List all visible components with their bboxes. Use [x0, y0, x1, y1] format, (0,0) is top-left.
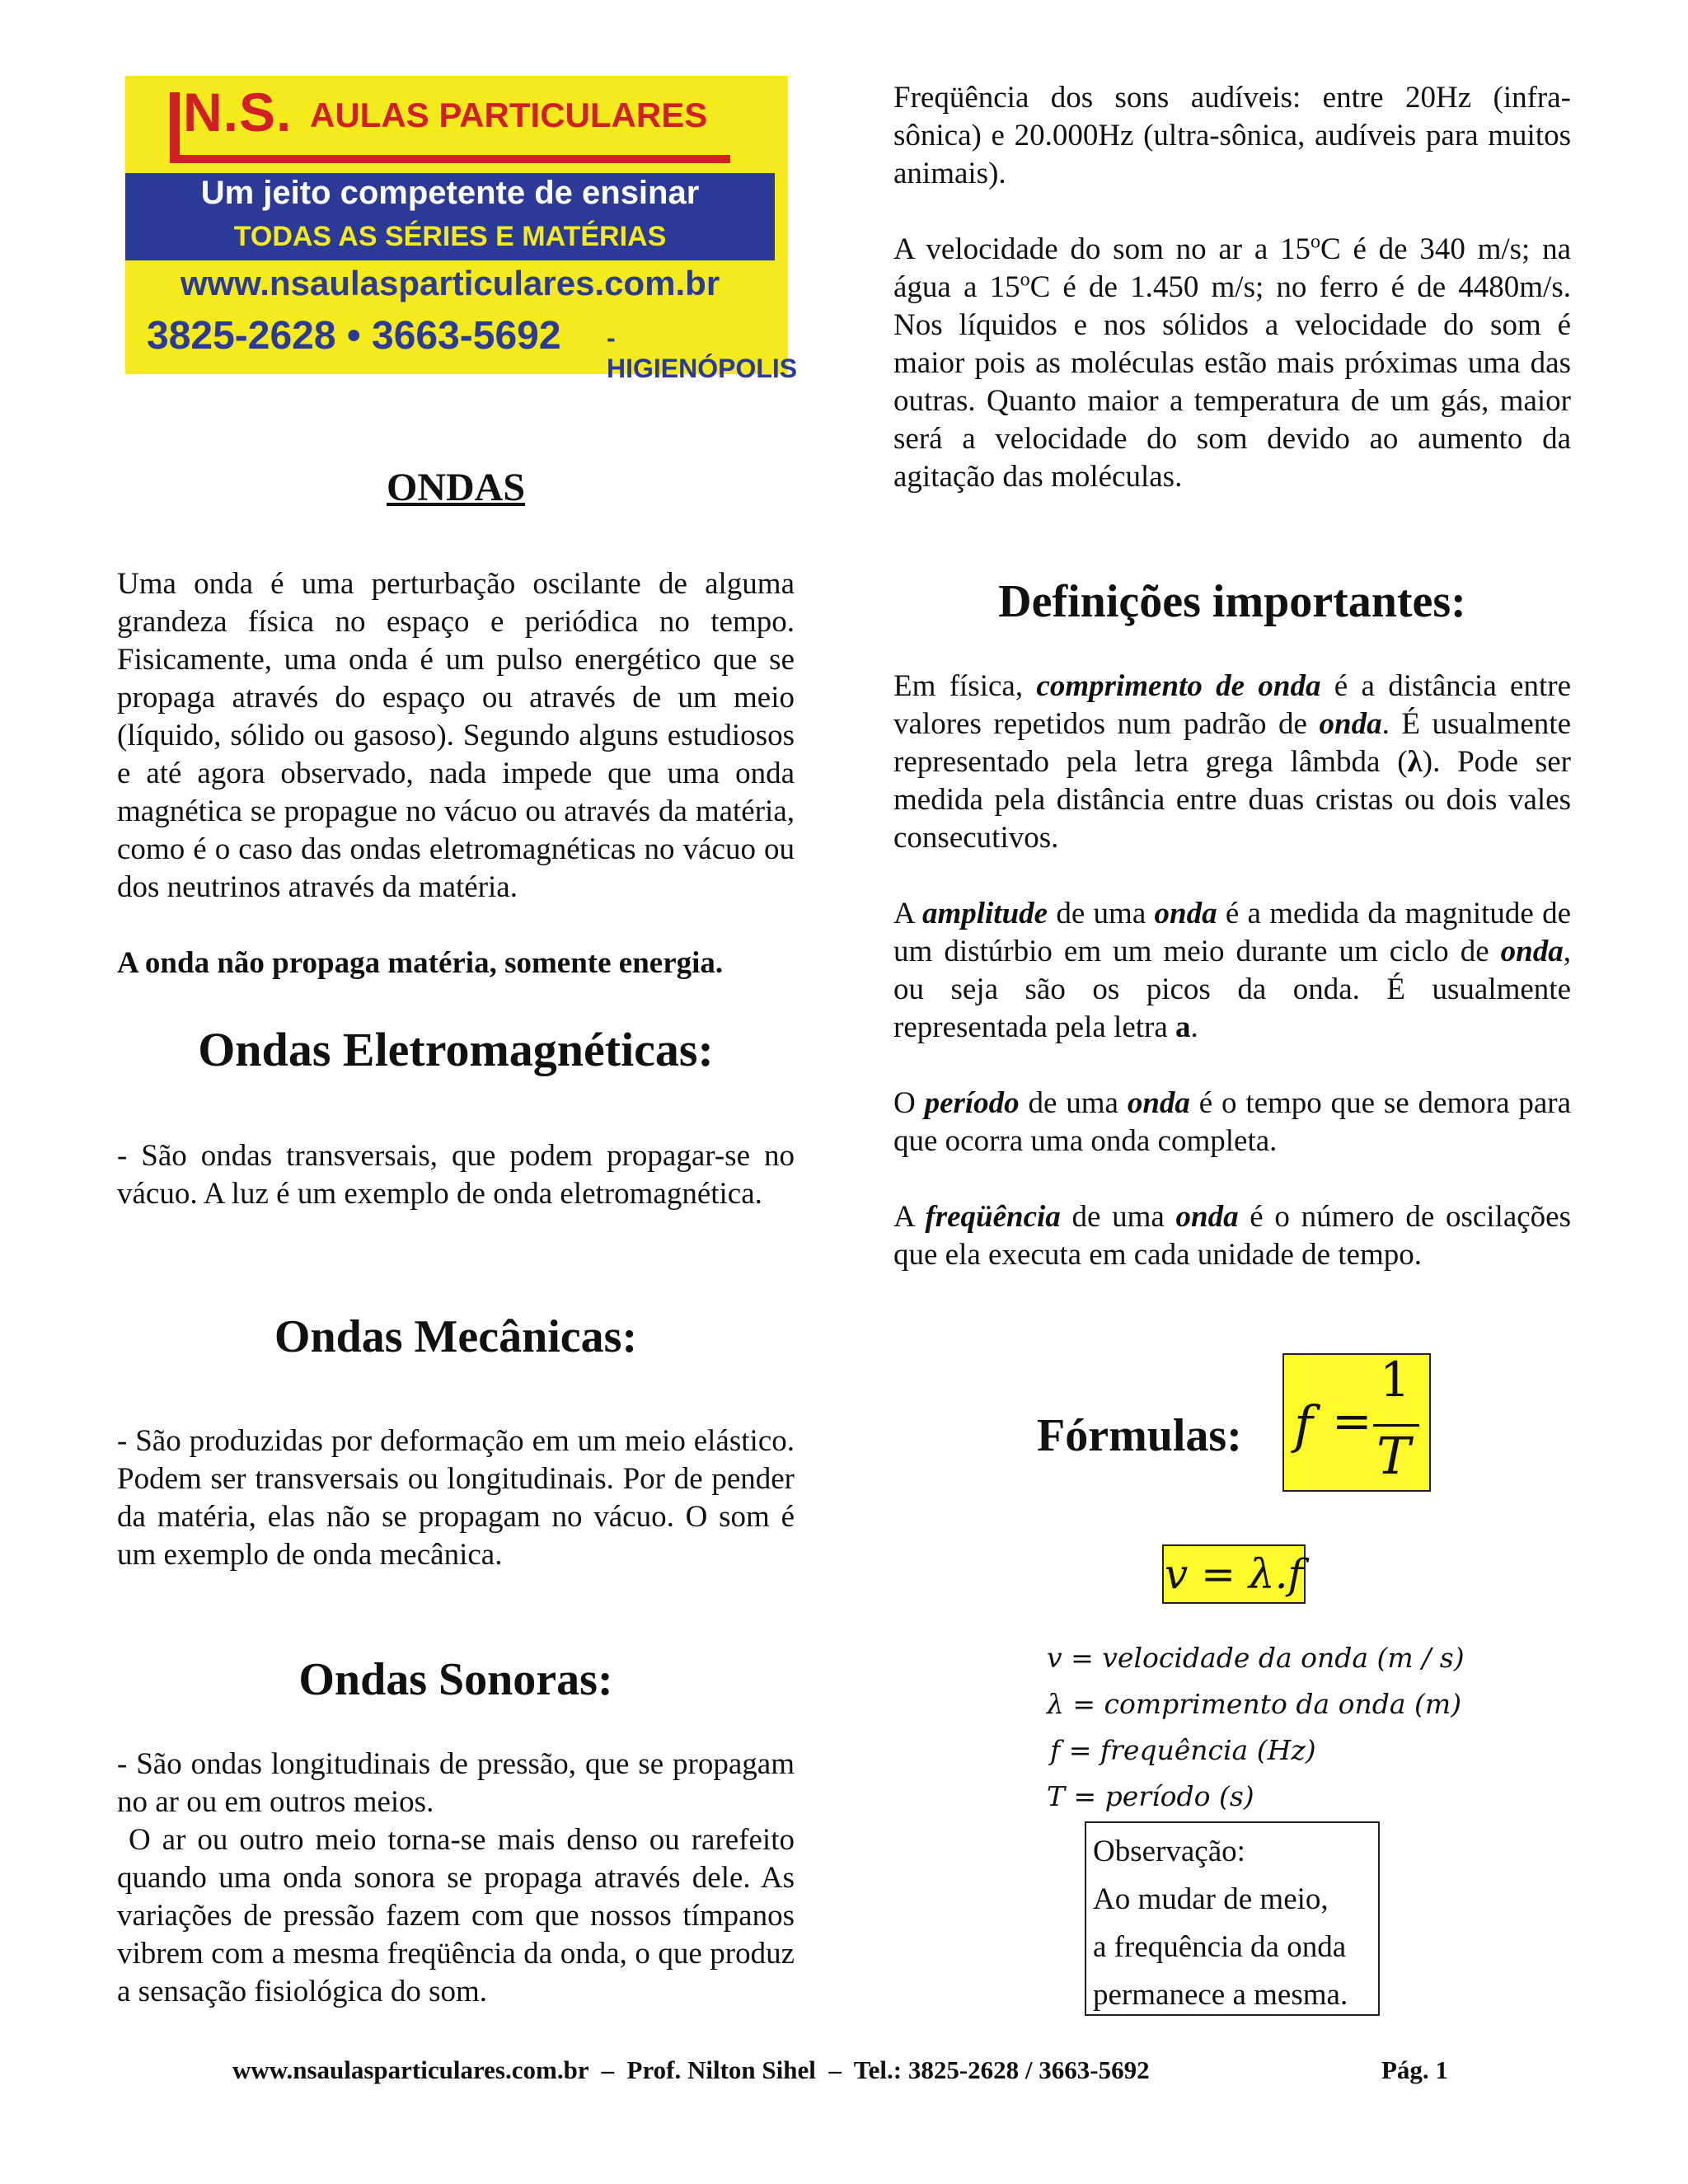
page-number: Pág. 1 [1381, 2055, 1448, 2084]
legend-period: T = período (s) [1047, 1780, 1254, 1812]
logo-phones: 3825-2628 • 3663-5692 [147, 314, 561, 358]
formulas-heading: Fórmulas: [1037, 1410, 1242, 1461]
sonoras-text-1: - São ondas longitudinais de pressão, que se propagam no ar ou em outros meios. [117, 1747, 795, 1819]
def-comprimento-onda: Em física, comprimento de onda é a distância entre valores repetidos num padrão de onda. É usualmente representado pela letra grega lâmbda (λ). Pode ser medida pela distância entre duas cristas ou dois vales consecutivos. [893, 669, 1571, 855]
sonoras-heading: Ondas Sonoras: [298, 1654, 613, 1705]
logo-location: - HIGIENÓPOLIS [607, 323, 798, 383]
footer-contact: www.nsaulasparticulares.com.br – Prof. Nilton Sihel – Tel.: 3825-2628 / 3663-5692 [232, 2055, 1150, 2084]
def-frequencia: A freqüência de uma onda é o número de oscilações que ela executa em cada unidade de tempo. [893, 1200, 1571, 1272]
sonoras-text-2: O ar ou outro meio torna-se mais denso ou rarefeito quando uma onda sonora se propaga através dele. As variações de pressão fazem com que nossos tímpanos vibrem com a mesma freqüência da onda, o que produz a sensação fisiológica do som. [117, 1823, 803, 2008]
frequencia-sons-text: Freqüência dos sons audíveis: entre 20Hz (infra-sônica) e 20.000Hz (ultra-sônica, audíveis para muitos animais). [893, 81, 1571, 190]
legend-frequency: f = frequência (Hz) [1050, 1734, 1316, 1766]
formula-equals: = [1332, 1393, 1372, 1449]
observation-box [1085, 1821, 1380, 2016]
logo-red-bar [170, 92, 180, 163]
intro-bold-statement: A onda não propaga matéria, somente energia. [117, 946, 724, 980]
eletro-heading: Ondas Eletromagnéticas: [198, 1023, 714, 1076]
velocidade-som-text: A velocidade do som no ar a 15$^o$C é de 340 m/s; na água a 15$^o$C é de 1.450 m/s; no ferro é de 4480m/s. Nos líquidos e nos sólidos a velocidade do som é maior pois as moléculas estão mais próximas uma das outras. Quanto maior a temperatura de um gás, maior será a velocidade do som devido ao aumento da agitação das moléculas. [893, 231, 1571, 494]
mecanicas-heading: Ondas Mecânicas: [274, 1311, 638, 1362]
logo-title: AULAS PARTICULARES [310, 96, 708, 134]
mecanicas-text: - São produzidas por deformação em um meio elástico. Podem ser transversais ou longitudinais. Por de pender da matéria, elas não se propagam no vácuo. O som é um exemplo de onda mecânica. [117, 1424, 795, 1572]
formula-numerator: 1 [1380, 1352, 1410, 1408]
intro-paragraph: Uma onda é uma perturbação oscilante de alguma grandeza física no espaço e periódica no tempo. Fisicamente, uma onda é um pulso energético que se propaga através do espaço ou através de um meio (líquido, sólido ou gasoso). Segundo alguns estudiosos e até agora observado, nada impede que uma onda magnética se propague no vácuo ou através da matéria, como é o caso das ondas eletromagnéticas no vácuo ou dos neutrinos através da matéria. [117, 567, 795, 904]
logo-bottom-band [125, 260, 798, 383]
logo-website: www.nsaulasparticulares.com.br [180, 264, 720, 302]
formula-f: f [1294, 1394, 1313, 1455]
definicoes-heading: Definições importantes: [998, 576, 1466, 627]
formula-velocity-box: v = λ.f [1162, 1544, 1306, 1604]
def-periodo: O período de uma onda é o tempo que se demora para que ocorra uma onda completa. [893, 1086, 1571, 1158]
obs-line-2: a frequência da onda [1093, 1930, 1347, 1964]
legend-wavelength: λ = comprimento da onda (m) [1047, 1688, 1462, 1720]
logo-tagline: Um jeito competente de ensinar [200, 175, 700, 211]
obs-title: Observação: [1093, 1835, 1245, 1868]
page-title: ONDAS [386, 466, 526, 509]
logo-ns: N.S. [183, 82, 293, 143]
formula-legend [1047, 1635, 1508, 1820]
formula-denominator: T [1376, 1426, 1411, 1486]
def-amplitude: A amplitude de uma onda é a medida da magnitude de um distúrbio em um meio durante um ciclo de onda, ou seja são os picos da onda. É usualmente representada pela letra a. [893, 897, 1571, 1044]
legend-velocity: v = velocidade da onda (m / s) [1047, 1642, 1465, 1674]
logo-series: TODAS AS SÉRIES E MATÉRIAS [233, 221, 667, 252]
obs-line-3: permanece a mesma. [1093, 1978, 1348, 2012]
logo-top-band [125, 76, 775, 173]
eletro-text: - São ondas transversais, que podem propagar-se no vácuo. A luz é um exemplo de onda eletromagnética. [117, 1139, 795, 1211]
logo-red-underline [170, 155, 730, 163]
formula-frequency-box [1282, 1353, 1431, 1492]
obs-line-1: Ao mudar de meio, [1093, 1882, 1329, 1916]
logo-banner [125, 76, 798, 383]
